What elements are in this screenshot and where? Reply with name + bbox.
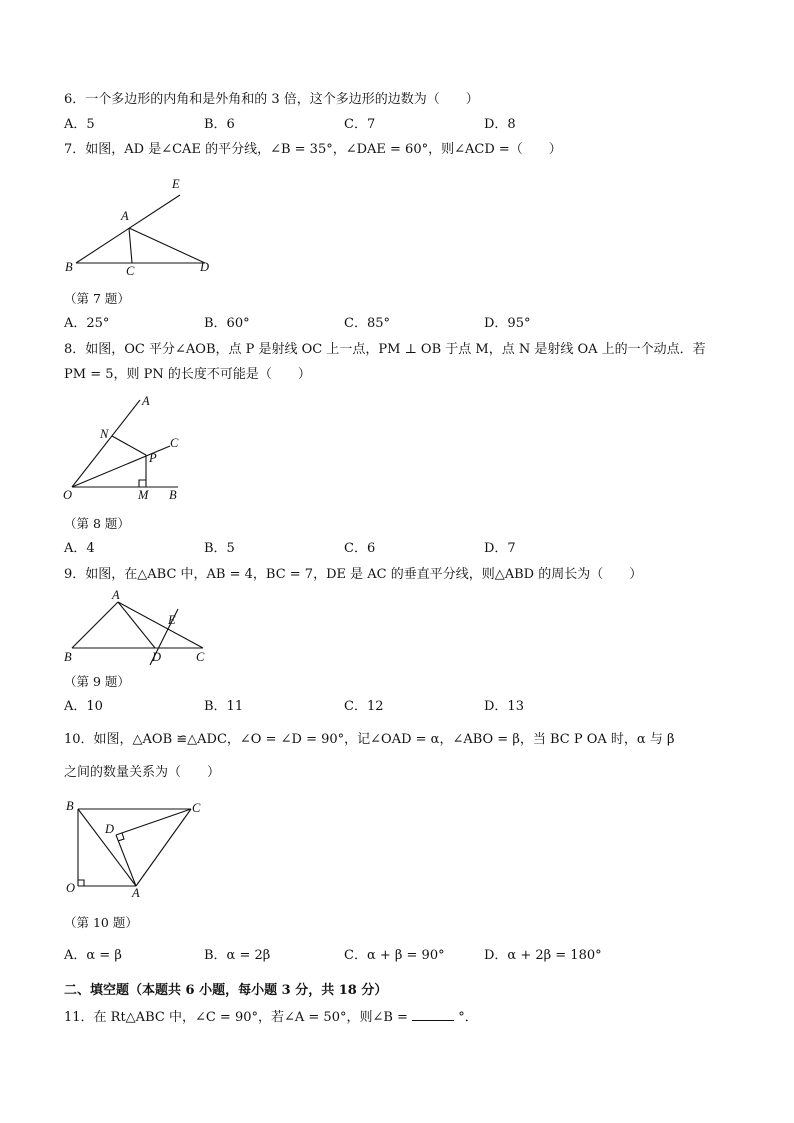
q8-ray-oa [72, 400, 140, 487]
q6-option-c: C．7 [344, 117, 376, 132]
q8-label-o: O [63, 488, 73, 502]
q7-option-d: D．95° [484, 316, 531, 331]
q9-option-c: C．12 [344, 699, 384, 714]
q10-stem-line1: 10．如图，△AOB ≌△ADC，∠O = ∠D = 90°，记∠OAD = α，∠ABO = β，当 BC P OA 时，α 与 β [64, 732, 675, 747]
q10-side-dc [116, 809, 191, 835]
q7-label-e: E [172, 177, 180, 191]
q8-label-m: M [138, 488, 149, 502]
q8-option-b: B．5 [204, 541, 235, 556]
q6-option-d: D．8 [484, 117, 516, 132]
q7-label-d: D [200, 260, 210, 274]
q8-option-c: C．6 [344, 541, 376, 556]
q6-option-a: A．5 [64, 117, 95, 132]
q10-label-o: O [66, 881, 76, 895]
q7-line-a-c [129, 228, 132, 263]
q7-label-b: B [65, 260, 73, 274]
q10-stem-line2: 之间的数量关系为（ ） [64, 765, 221, 780]
q10-label-c: C [192, 801, 201, 815]
q10-right-angle-mark-o [78, 880, 84, 886]
q6-option-b: B．6 [204, 117, 235, 132]
q9-option-a: A．10 [64, 699, 103, 714]
q10-side-ab [78, 809, 136, 886]
q9-side-ab [72, 602, 118, 648]
q9-stem: 9．如图，在△ABC 中，AB = 4，BC = 7，DE 是 AC 的垂直平分线，则△ABD 的周长为（ ） [64, 567, 643, 582]
q7-option-c: C．85° [344, 316, 390, 331]
q7-line-a-d [129, 228, 205, 263]
q10-side-ac [136, 809, 191, 886]
q7-option-b: B．60° [204, 316, 250, 331]
q11-stem-before: 11．在 Rt△ABC 中，∠C = 90°，若∠A = 50°，则∠B = [64, 1010, 408, 1025]
q8-label-p: P [149, 451, 157, 465]
q8-label-a: A [142, 394, 150, 408]
q9-label-d: D [152, 650, 162, 664]
q8-figure [60, 390, 190, 505]
q7-option-a: A．25° [64, 316, 110, 331]
q9-side-ac [118, 602, 203, 648]
q8-label-n: N [100, 427, 109, 441]
q8-stem-line2: PM = 5，则 PN 的长度不可能是（ ） [64, 367, 311, 382]
q10-figure [60, 796, 210, 901]
q11-stem-after: °． [458, 1010, 478, 1025]
q7-figure [60, 175, 230, 280]
q9-label-e: E [168, 613, 176, 627]
q10-caption: （第 10 题） [64, 915, 138, 930]
q11-answer-blank[interactable] [412, 1008, 454, 1021]
q8-caption: （第 8 题） [64, 516, 130, 531]
q8-right-angle-mark [139, 480, 146, 487]
q8-segment-np [112, 436, 146, 455]
section-fill-in-title: 二、填空题（本题共 6 小题，每小题 3 分，共 18 分） [64, 983, 388, 998]
q9-caption: （第 9 题） [64, 674, 130, 689]
q10-label-b: B [66, 799, 74, 813]
q8-option-d: D．7 [484, 541, 516, 556]
q10-label-a: A [132, 886, 140, 900]
q9-option-d: D．13 [484, 699, 524, 714]
q9-label-c: C [196, 650, 205, 664]
q9-label-b: B [64, 650, 72, 664]
q9-figure [60, 588, 220, 668]
q7-line-b-e [76, 195, 180, 263]
q7-caption: （第 7 题） [64, 291, 130, 306]
q7-label-a: A [121, 209, 129, 223]
q9-segment-ad [118, 602, 155, 648]
q9-label-a: A [112, 588, 120, 602]
q10-side-ad [116, 835, 136, 886]
q11-stem [64, 1008, 478, 1027]
q10-option-d: D．α + 2β = 180° [484, 948, 602, 963]
q10-option-b: B．α = 2β [204, 948, 271, 963]
q10-option-a: A．α = β [64, 948, 122, 963]
q8-stem-line1: 8．如图，OC 平分∠AOB，点 P 是射线 OC 上一点，PM ⊥ OB 于点 M，点 N 是射线 OA 上的一个动点．若 [64, 342, 706, 357]
q8-label-c: C [170, 436, 179, 450]
q10-label-d: D [105, 822, 115, 836]
q7-label-c: C [126, 264, 135, 278]
q6-stem: 6．一个多边形的内角和是外角和的 3 倍，这个多边形的边数为（ ） [64, 92, 479, 107]
q8-option-a: A．4 [64, 541, 95, 556]
q8-label-b: B [169, 488, 177, 502]
q7-stem: 7．如图，AD 是∠CAE 的平分线，∠B = 35°，∠DAE = 60°，则∠ACD =（ ） [64, 142, 562, 157]
q10-option-c: C．α + β = 90° [344, 948, 445, 963]
q9-option-b: B．11 [204, 699, 244, 714]
